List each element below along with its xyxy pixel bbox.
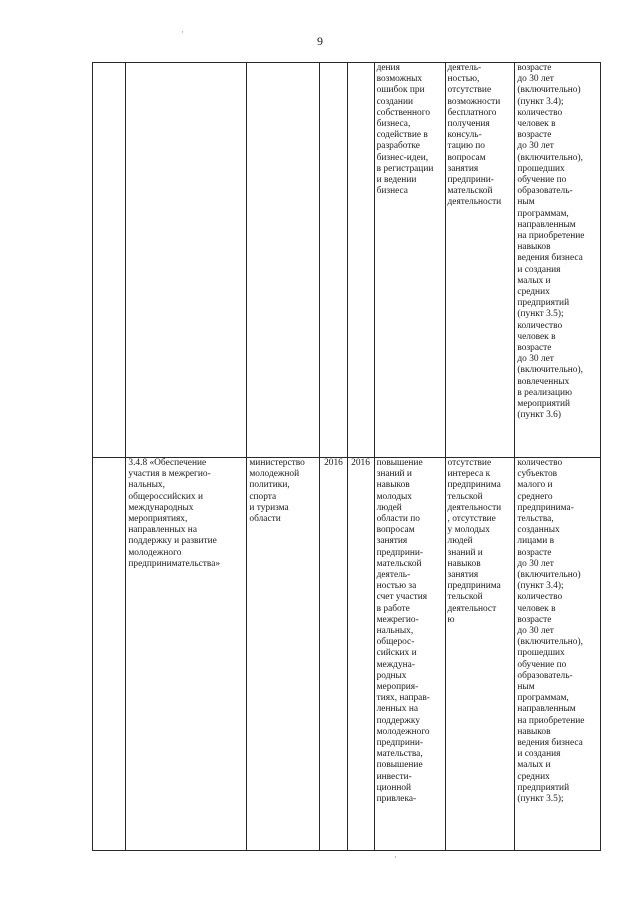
- table-row: [93, 63, 601, 458]
- cell-risks: отсутствие интереса к предпринима тельской деятельности , отсутствие у молодых людей знаний и навыков занятия предпринима тельской деятельност ю: [445, 458, 515, 851]
- cell-number: [93, 63, 126, 458]
- cell-year-end: [347, 63, 374, 458]
- cell-responsible: [247, 63, 320, 458]
- cell-year-start: [320, 63, 347, 458]
- scan-speck: ·: [394, 852, 397, 862]
- cell-activity-name: [126, 63, 247, 458]
- cell-expected-result: повышение знаний и навыков молодых людей области по вопросам занятия предприни- мательской деятель- ностью за счет участия в работе межрегио- нальных, общерос- сийских и междуна- родных мероприя- тиях, направ- ленных на поддержку молодежного предприни- мательства, повышение инвести- ционной привлека-: [374, 458, 445, 851]
- program-table: [92, 62, 601, 851]
- cell-year-end: 2016: [347, 458, 374, 851]
- cell-activity-name: 3.4.8 «Обеспечение участия в межрегио- нальных, общероссийских и международных мероприятиях, направленных на поддержку и развитие молодежного предпринимательства»: [126, 458, 247, 851]
- cell-indicators: возрасте до 30 лет (включительно) (пункт 3.4); количество человек в возрасте до 30 лет (включительно), прошедших обучение по образователь- ным программам, направленным на приобретение навыков ведения бизнеса и создания малых и средних предприятий (пункт 3.5); количество человек в возрасте до 30 лет (включительно), вовлеченных в реализацию мероприятий (пункт 3.6): [515, 63, 601, 458]
- cell-year-start: 2016: [320, 458, 347, 851]
- cell-expected-result: дения возможных ошибок при создании собственного бизнеса, содействие в разработке бизнес-идеи, в регистрации и ведении бизнеса: [374, 63, 445, 458]
- cell-risks: деятель- ностью, отсутствие возможности бесплатного получения консуль- тацию по вопросам занятия предприни- мательской деятельности: [445, 63, 515, 458]
- page-number: 9: [317, 34, 323, 48]
- cell-number: [93, 458, 126, 851]
- cell-responsible: министерство молодежной политики, спорта и туризма области: [247, 458, 320, 851]
- table-row: [93, 458, 601, 851]
- cell-indicators: количество субъектов малого и среднего предпринима- тельства, созданных лицами в возрасте до 30 лет (включительно) (пункт 3.4); количество человек в возрасте до 30 лет (включительно), прошедших обучение по образователь- ным программам, направленным на приобретение навыков ведения бизнеса и создания малых и средних предприятий (пункт 3.5);: [515, 458, 601, 851]
- scan-speck: ·: [181, 27, 184, 37]
